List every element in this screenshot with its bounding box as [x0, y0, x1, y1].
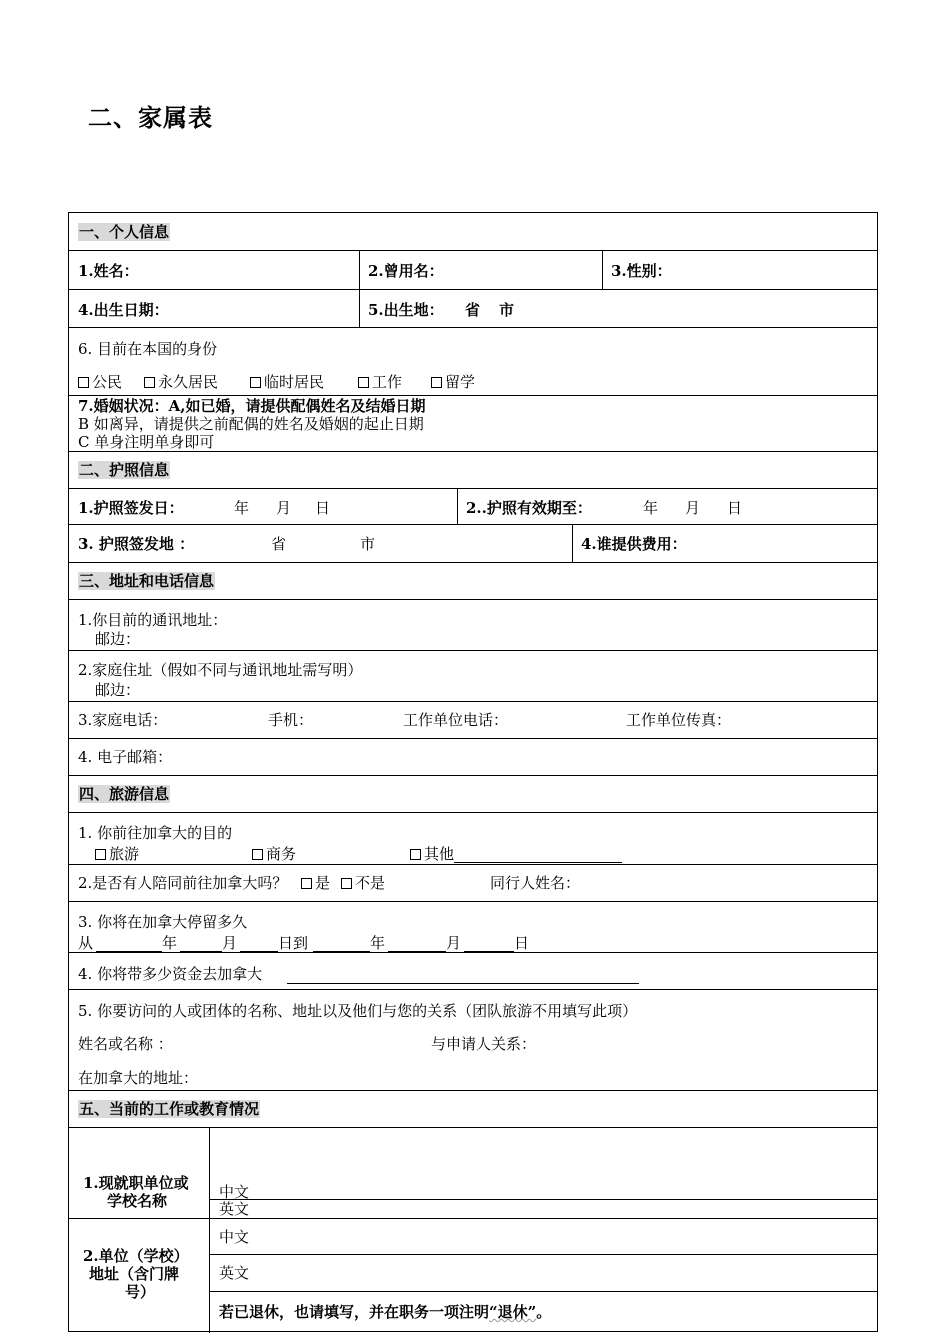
row-phones — [69, 702, 877, 739]
home-address-field[interactable]: 2.家庭住址（假如不同与通讯地址需写明） — [78, 661, 363, 679]
stay-year-2: 年 — [370, 934, 386, 952]
home-phone-field[interactable]: 3.家庭电话： — [78, 711, 168, 729]
divider — [209, 1128, 210, 1218]
address-cn-field[interactable]: 中文 — [219, 1228, 250, 1246]
funds-blank[interactable] — [287, 983, 639, 984]
purpose-option-other[interactable]: 其他 — [410, 845, 622, 863]
row-employer — [69, 1128, 877, 1219]
checkbox-icon[interactable] — [301, 878, 312, 889]
mail-postcode-field[interactable]: 邮边： — [95, 630, 141, 648]
checkbox-icon[interactable] — [252, 849, 263, 860]
section-work-header — [69, 1091, 877, 1128]
status-option-study[interactable]: 留学 — [431, 373, 475, 391]
stay-to: 日到 — [278, 934, 309, 952]
visit-name-field[interactable]: 姓名或名称 ： — [78, 1035, 173, 1053]
section-title: 三、地址和电话信息 — [79, 572, 215, 590]
relation-field[interactable]: 与申请人关系： — [431, 1035, 537, 1053]
from-month-blank[interactable] — [180, 951, 222, 952]
employer-label-2: 学校名称 — [107, 1192, 168, 1210]
checkbox-icon[interactable] — [431, 377, 442, 388]
stay-day: 日 — [514, 934, 530, 952]
other-blank[interactable] — [454, 848, 622, 863]
marital-line-1: 7.婚姻状况：A,如已婚，请提供配偶姓名及结婚日期 — [78, 397, 426, 415]
companion-name-field[interactable]: 同行人姓名： — [490, 874, 581, 892]
divider — [602, 251, 603, 289]
section-title: 一、个人信息 — [79, 223, 170, 241]
row-companion — [69, 865, 877, 902]
issue-date-field[interactable]: 1.护照签发日： — [78, 499, 184, 517]
page-title: 二、家属表 — [88, 103, 213, 132]
issue-place-field[interactable]: 3. 护照签发地 ： — [78, 535, 195, 553]
divider — [359, 290, 360, 327]
status-option-citizen[interactable]: 公民 — [78, 373, 122, 391]
expiry-day: 日 — [727, 499, 743, 517]
divider — [359, 251, 360, 289]
stay-month-2: 月 — [446, 934, 462, 952]
family-form — [68, 212, 878, 1332]
row-name — [69, 251, 877, 290]
expiry-field[interactable]: 2..护照有效期至： — [466, 499, 592, 517]
pob-city: 市 — [499, 301, 515, 319]
section-passport-header — [69, 452, 877, 489]
payer-field[interactable]: 4.谁提供费用： — [581, 535, 687, 553]
from-day-blank[interactable] — [240, 951, 278, 952]
name-field[interactable]: 1.姓名： — [78, 262, 139, 280]
checkbox-icon[interactable] — [144, 377, 155, 388]
checkbox-icon[interactable] — [358, 377, 369, 388]
stay-month: 月 — [222, 934, 238, 952]
from-year-blank[interactable] — [96, 951, 162, 952]
canada-address-field[interactable]: 在加拿大的地址： — [78, 1069, 199, 1087]
row-marital — [69, 396, 877, 452]
address-label-2: 地址（含门牌 — [89, 1265, 180, 1283]
status-option-pr[interactable]: 永久居民 — [144, 373, 218, 391]
address-label-1: 2.单位（学校） — [83, 1247, 189, 1265]
mobile-field[interactable]: 手机： — [268, 711, 314, 729]
to-day-blank[interactable] — [464, 951, 514, 952]
section-title: 二、护照信息 — [79, 461, 170, 479]
stay-year: 年 — [162, 934, 178, 952]
divider — [209, 1199, 877, 1200]
checkbox-icon[interactable] — [78, 377, 89, 388]
email-field[interactable]: 4. 电子邮箱： — [78, 748, 173, 766]
section-title: 四、旅游信息 — [79, 785, 170, 803]
row-passport-place — [69, 525, 877, 563]
status-option-work[interactable]: 工作 — [358, 373, 402, 391]
row-status — [69, 328, 877, 396]
row-passport-dates — [69, 489, 877, 525]
home-postcode-field[interactable]: 邮边： — [95, 681, 141, 699]
employer-cn-field[interactable]: 中文 — [219, 1183, 250, 1201]
section-personal-header — [69, 213, 877, 251]
purpose-option-travel[interactable]: 旅游 — [95, 845, 139, 863]
status-option-temp[interactable]: 临时居民 — [250, 373, 324, 391]
gender-field[interactable]: 3.性别： — [611, 262, 672, 280]
divider — [457, 489, 458, 524]
to-month-blank[interactable] — [388, 951, 446, 952]
row-email — [69, 739, 877, 776]
purpose-label: 1. 你前往加拿大的目的 — [78, 824, 233, 842]
checkbox-icon[interactable] — [410, 849, 421, 860]
issue-year: 年 — [234, 499, 250, 517]
expiry-month: 月 — [685, 499, 701, 517]
funds-question: 4. 你将带多少资金去加拿大 — [78, 965, 263, 983]
status-label: 6. 目前在本国的身份 — [78, 340, 218, 358]
row-visit — [69, 990, 877, 1091]
visit-question: 5. 你要访问的人或团体的名称、地址以及他们与您的关系（团队旅游不用填写此项） — [78, 1002, 638, 1020]
stay-question: 3. 你将在加拿大停留多久 — [78, 913, 248, 931]
companion-no[interactable]: 不是 — [341, 874, 385, 892]
pob-province: 省 — [465, 301, 481, 319]
issue-day: 日 — [315, 499, 331, 517]
to-year-blank[interactable] — [313, 951, 370, 952]
dob-field[interactable]: 4.出生日期： — [78, 301, 169, 319]
marital-line-2: B 如离异，请提供之前配偶的姓名及婚姻的起止日期 — [78, 415, 424, 433]
row-stay — [69, 902, 877, 953]
section-travel-header — [69, 776, 877, 813]
row-employer-address — [69, 1219, 877, 1333]
checkbox-icon[interactable] — [341, 878, 352, 889]
row-home-address — [69, 651, 877, 702]
divider — [209, 1291, 877, 1292]
divider — [209, 1219, 210, 1333]
pob-field[interactable]: 5.出生地： — [368, 301, 444, 319]
row-purpose — [69, 813, 877, 865]
checkbox-icon[interactable] — [250, 377, 261, 388]
row-birth — [69, 290, 877, 328]
work-fax-field[interactable]: 工作单位传真： — [626, 711, 732, 729]
stay-from: 从 — [78, 934, 94, 952]
expiry-year: 年 — [643, 499, 659, 517]
retired-note: 若已退休，也请填写，并在职务一项注明“退休”。 — [219, 1303, 552, 1321]
address-label-3: 号） — [125, 1283, 156, 1301]
purpose-option-business[interactable]: 商务 — [252, 845, 296, 863]
work-phone-field[interactable]: 工作单位电话： — [403, 711, 509, 729]
row-mail-address — [69, 600, 877, 651]
row-funds — [69, 953, 877, 990]
issue-province: 省 — [271, 535, 287, 553]
companion-yes[interactable]: 是 — [301, 874, 330, 892]
employer-label-1: 1.现就职单位或 — [83, 1174, 189, 1192]
divider — [209, 1254, 877, 1255]
marital-line-3: C 单身注明单身即可 — [78, 433, 215, 451]
issue-city: 市 — [360, 535, 376, 553]
former-name-field[interactable]: 2.曾用名： — [368, 262, 444, 280]
checkbox-icon[interactable] — [95, 849, 106, 860]
companion-question: 2.是否有人陪同前往加拿大吗？ — [78, 874, 288, 892]
employer-en-field[interactable]: 英文 — [219, 1200, 250, 1218]
address-en-field[interactable]: 英文 — [219, 1264, 250, 1282]
divider — [572, 525, 573, 562]
mail-address-field[interactable]: 1.你目前的通讯地址： — [78, 611, 228, 629]
issue-month: 月 — [276, 499, 292, 517]
section-address-header — [69, 563, 877, 600]
section-title: 五、当前的工作或教育情况 — [79, 1100, 260, 1118]
